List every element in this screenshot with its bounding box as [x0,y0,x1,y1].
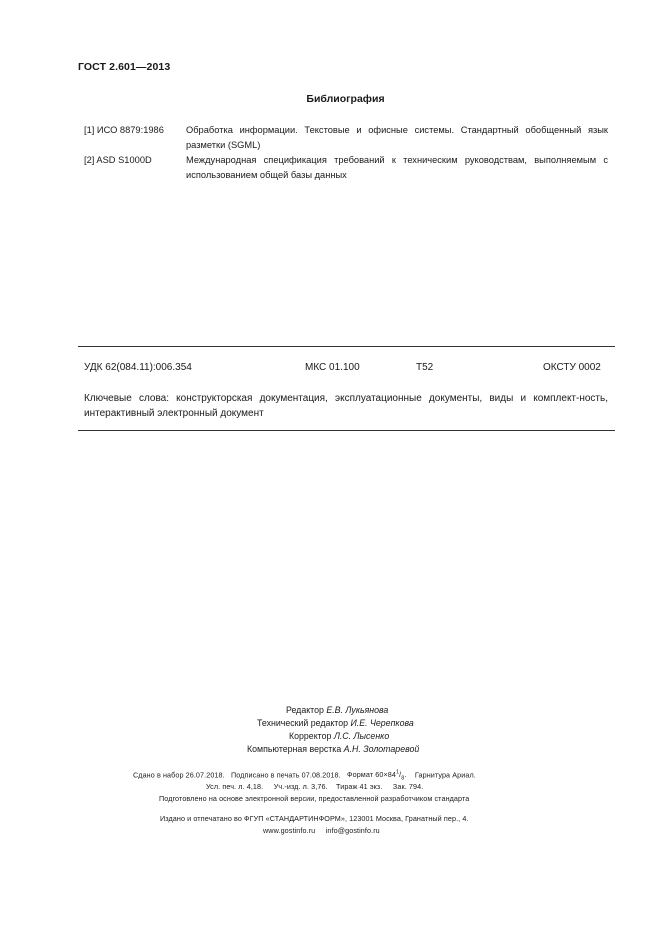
divider [78,346,615,347]
email-link[interactable]: info@gostinfo.ru [325,826,380,835]
credit-name: А.Н. Золотаревой [343,744,420,754]
standard-code: ГОСТ 2.601—2013 [78,61,171,73]
credit-label: Компьютерная верстка [247,744,342,754]
credit-label: Корректор [289,731,332,741]
divider [78,430,615,431]
credit-name: Л.С. Лысенко [333,731,390,741]
credit-name: И.Е. Черепкова [350,718,414,728]
bibliography-title: Библиография [306,93,385,105]
imprint-line [133,770,476,782]
credit-corrector [289,730,389,743]
imprint-publisher: Издано и отпечатано во ФГУП «СТАНДАРТИНФОРМ», 123001 Москва, Гранатный пер., 4. [160,814,469,823]
imprint-typeset-date: Сдано в набор 26.07.2018. [133,770,225,780]
imprint-order: Зак. 794. [392,782,424,791]
imprint-contacts [263,826,380,835]
credit-editor [286,704,388,717]
imprint-format: Формат $60\times 84^1/_8$. [347,770,407,782]
entry-text: Международная спецификация требований к техническим руководствам, выполняемым с использованием общей базы данных [186,155,608,180]
credit-tech-editor [257,717,414,730]
website-link[interactable]: www.gostinfo.ru [263,826,316,835]
credit-label: Технический редактор [257,718,349,728]
bibliography-entry [84,123,608,153]
bibliography-entry [84,153,608,183]
credit-layout [247,743,419,756]
entry-ref: [1] ИСО 8879:1986 [84,125,164,135]
okstu-code: ОКСТУ 0002 [543,362,601,373]
imprint-typeface: Гарнитура Ариал. [414,770,476,780]
format-sub: 8 [401,775,405,782]
format-prefix: Формат 60×84 [347,770,396,780]
format-suffix: . [404,770,407,780]
credit-name: Е.В. Лукьянова [326,705,389,715]
mks-code: МКС 01.100 [305,362,360,373]
imprint-publisher-sheets: Уч.-изд. л. 3,76. [273,782,328,791]
imprint-prepared: Подготовлено на основе электронной версии, предоставленной разработчиком стандарта [159,794,470,803]
entry-text: Обработка информации. Текстовые и офисные системы. Стандартный обобщенный язык разметки (SGML) [186,125,608,150]
imprint-print-date: Подписано в печать 07.08.2018. [231,770,341,780]
udk-code: УДК 62(084.11):006.354 [84,362,192,373]
keywords: Ключевые слова: конструкторская документация, эксплуатационные документы, виды и комплект-ность, интерактивный электронный документ [84,393,608,419]
imprint-print-sheets: Усл. печ. л. 4,18. [206,782,264,791]
entry-ref: [2] ASD S1000D [84,155,152,165]
credit-label: Редактор [286,705,324,715]
t-code: Т52 [416,362,434,373]
imprint-circulation: Тираж 41 экз. [336,782,383,791]
imprint-line [206,782,423,791]
format-sup: 1 [395,770,400,776]
